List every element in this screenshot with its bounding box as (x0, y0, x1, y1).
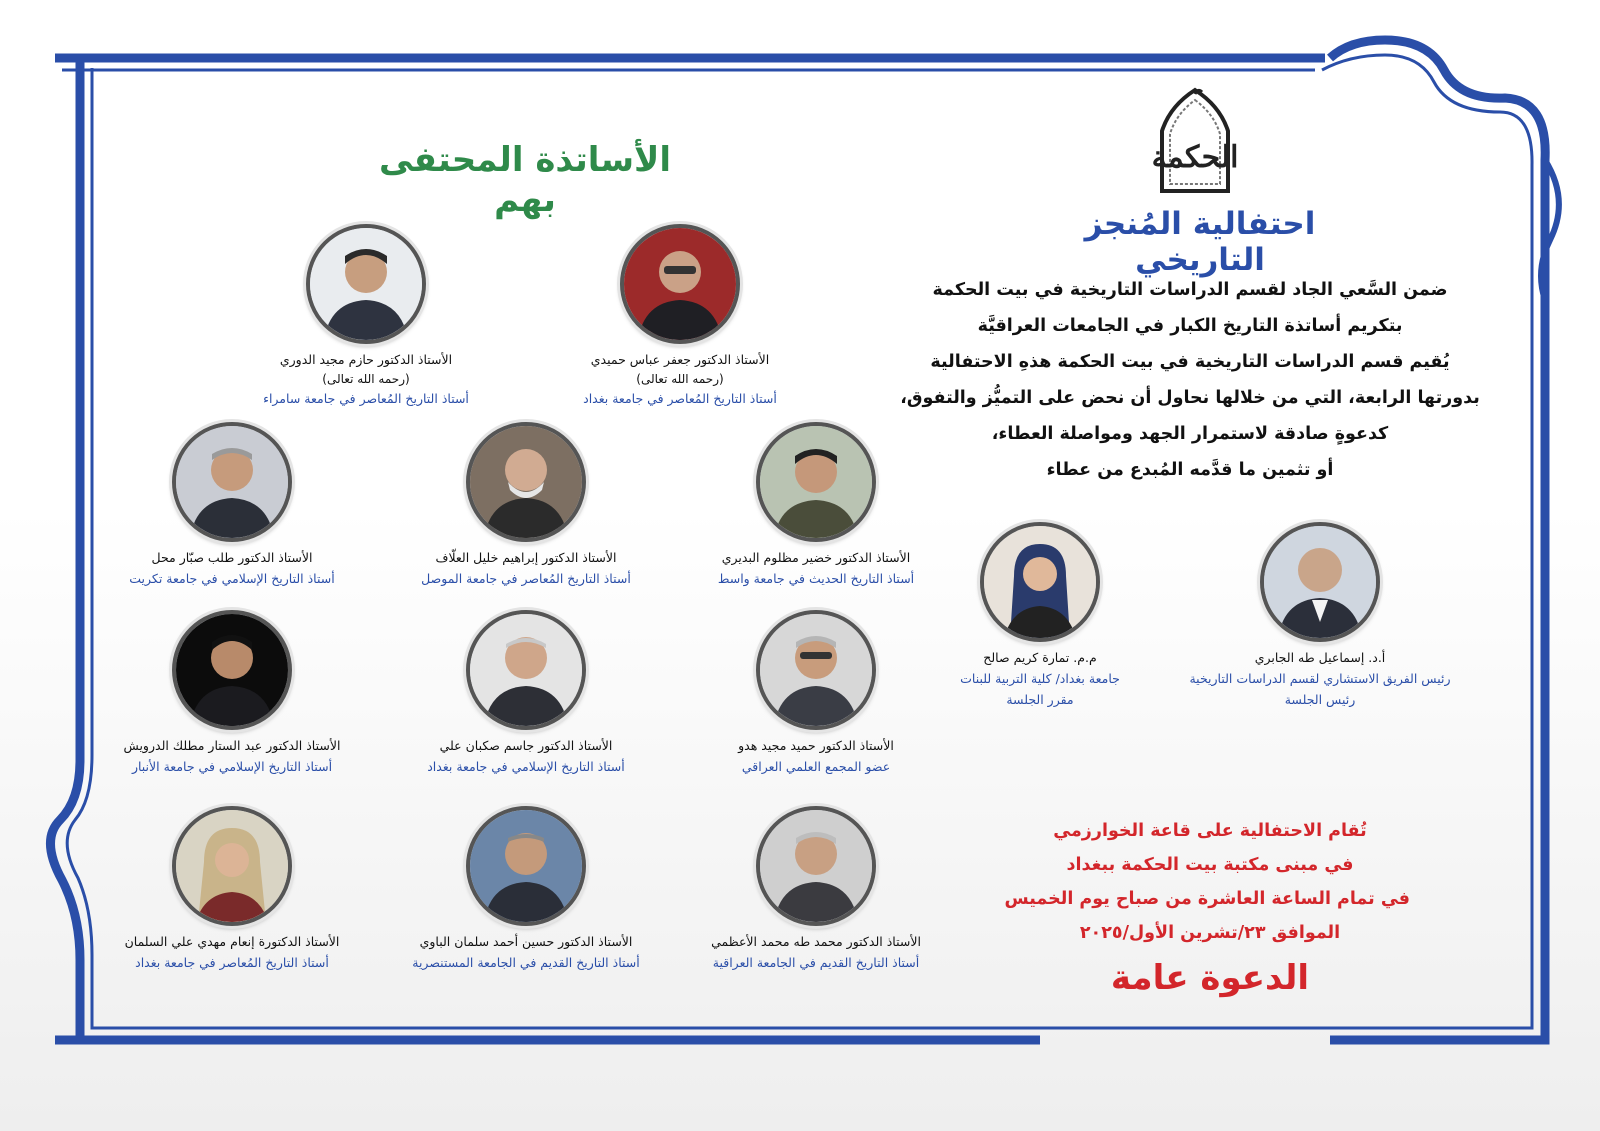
honoree-card (366, 806, 686, 974)
intro-line: يُقيم قسم الدراسات التاريخية في بيت الحكمة هذهِ الاحتفالية (930, 352, 1450, 372)
intro-paragraph (895, 272, 1485, 488)
person-name: الأستاذ الدكتور حميد مجيد هدو (738, 738, 894, 753)
person-role: أستاذ التاريخ الإسلامي في جامعة بغداد (427, 759, 625, 774)
portrait-photo (466, 806, 586, 926)
honoree-card (366, 610, 686, 778)
person-role: أستاذ التاريخ المُعاصر في جامعة بغداد (135, 955, 329, 970)
honoree-card (656, 610, 976, 778)
honoree-card (520, 224, 840, 410)
venue-line: الموافق ٢٣/تشرين الأول/٢٠٢٥ (1079, 923, 1341, 943)
portrait-photo (1260, 522, 1380, 642)
person-note: (رحمه الله تعالى) (322, 372, 410, 386)
person-role-secondary: مقرر الجلسة (1006, 692, 1074, 707)
portrait-photo (172, 806, 292, 926)
portrait-photo (980, 522, 1100, 642)
person-role: أستاذ التاريخ المُعاصر في جامعة الموصل (421, 571, 631, 586)
person-name: الأستاذ الدكتور جعفر عباس حميدي (590, 352, 770, 367)
venue-line: في مبنى مكتبة بيت الحكمة ببغداد (1066, 855, 1354, 875)
session-chair-card (1160, 522, 1480, 710)
portrait-photo (466, 610, 586, 730)
honoree-card (72, 806, 392, 974)
portrait-photo (756, 422, 876, 542)
person-name: الأستاذ الدكتور خضير مظلوم البديري (721, 550, 911, 565)
person-role: جامعة بغداد/ كلية التربية للبنات (960, 671, 1120, 686)
person-name: الأستاذ الدكتورة إنعام مهدي علي السلمان (124, 934, 340, 949)
portrait-photo (466, 422, 586, 542)
person-role: عضو المجمع العلمي العراقي (741, 759, 891, 774)
person-name: الأستاذ الدكتور جاسم صكبان علي (439, 738, 613, 753)
honoree-card (206, 224, 526, 410)
person-role: أستاذ التاريخ المُعاصر في جامعة سامراء (263, 391, 469, 406)
logo-text: الحكمة (1151, 140, 1239, 175)
person-name: الأستاذ الدكتور عبد الستار مطلك الدرويش (123, 738, 341, 753)
portrait-photo (306, 224, 426, 344)
person-role: أستاذ التاريخ القديم في الجامعة المستنصرية (412, 955, 640, 970)
intro-line: بتكريم أساتذة التاريخ الكبار في الجامعات العراقيَّة (977, 316, 1403, 336)
intro-line: بدورتها الرابعة، التي من خلالها نحاول أن نحض على التميُّز والتفوق، (900, 388, 1480, 408)
person-role: رئيس الفريق الاستشاري لقسم الدراسات التاريخية (1189, 671, 1451, 686)
person-role: أستاذ التاريخ الإسلامي في جامعة الأنبار (131, 759, 333, 774)
portrait-photo (756, 610, 876, 730)
person-name: الأستاذ الدكتور محمد طه محمد الأعظمي (711, 934, 921, 949)
person-role-secondary: رئيس الجلسة (1284, 692, 1356, 707)
portrait-photo (172, 422, 292, 542)
person-name: م.م. تمارة كريم صالح (983, 650, 1097, 665)
person-role: أستاذ التاريخ المُعاصر في جامعة بغداد (583, 391, 777, 406)
honoree-card (656, 806, 976, 974)
portrait-photo (172, 610, 292, 730)
public-invitation: الدعوة عامة (1110, 958, 1310, 998)
venue-line: تُقام الاحتفالية على قاعة الخوارزمي (1053, 821, 1367, 841)
person-role: أستاذ التاريخ القديم في الجامعة العراقية (712, 955, 920, 970)
intro-line: ضمن السَّعي الجاد لقسم الدراسات التاريخية في بيت الحكمة (932, 280, 1448, 300)
venue-details (1004, 814, 1410, 950)
portrait-photo (620, 224, 740, 344)
person-name: الأستاذ الدكتور إبراهيم خليل العلّاف (435, 550, 617, 565)
honoree-card (656, 422, 976, 590)
person-role: أستاذ التاريخ الحديث في جامعة واسط (717, 571, 915, 586)
intro-line: كدعوةٍ صادقة لاستمرار الجهد ومواصلة العطاء، (991, 424, 1389, 444)
person-note: (رحمه الله تعالى) (636, 372, 724, 386)
honoree-card (366, 422, 686, 590)
honoree-card (72, 610, 392, 778)
person-role: أستاذ التاريخ الإسلامي في جامعة تكريت (129, 571, 335, 586)
intro-line: أو تثمين ما قدَّمه المُبدع من عطاء (1046, 460, 1334, 480)
event-title: احتفالية المُنجز التاريخي (1084, 206, 1316, 278)
venue-line: في تمام الساعة العاشرة من صباح يوم الخميس (1004, 889, 1410, 909)
honorees-heading: الأساتذة المحتفى بهم (379, 140, 671, 220)
person-name: أ.د. إسماعيل طه الجابري (1254, 650, 1386, 665)
portrait-photo (756, 806, 876, 926)
person-name: الأستاذ الدكتور حازم مجيد الدوري (279, 352, 453, 367)
person-name: الأستاذ الدكتور طلب صبّار محل (151, 550, 313, 565)
honoree-card (72, 422, 392, 590)
person-name: الأستاذ الدكتور حسين أحمد سلمان الباوي (419, 934, 633, 949)
